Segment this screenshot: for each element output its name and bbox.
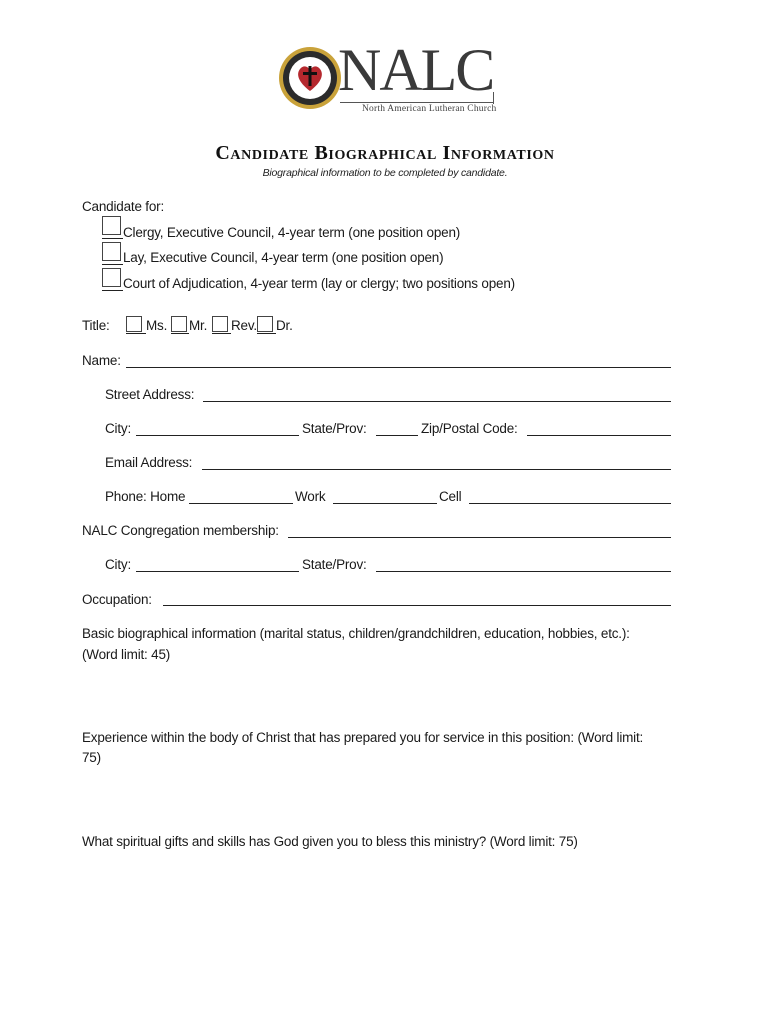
phone-work-label: Work xyxy=(295,489,326,504)
title-dr-label: Dr. xyxy=(276,318,293,333)
title-label: Title: xyxy=(82,318,110,333)
experience-word-limit: 75) xyxy=(82,750,101,765)
form-title: Candidate Biographical Information xyxy=(215,142,555,164)
street-address-label: Street Address: xyxy=(105,387,195,402)
congregation-city-field[interactable] xyxy=(136,571,299,572)
email-label: Email Address: xyxy=(105,455,193,470)
checkbox-underline xyxy=(102,264,123,265)
position-lay-checkbox[interactable] xyxy=(102,242,121,261)
position-court-checkbox[interactable] xyxy=(102,268,121,287)
position-lay-label: Lay, Executive Council, 4-year term (one position open) xyxy=(123,250,444,265)
zip-label: Zip/Postal Code: xyxy=(421,421,518,436)
occupation-field[interactable] xyxy=(163,605,671,606)
state-field[interactable] xyxy=(376,435,418,436)
candidate-for-label: Candidate for: xyxy=(82,199,165,214)
zip-field[interactable] xyxy=(527,435,671,436)
position-clergy-checkbox[interactable] xyxy=(102,216,121,235)
congregation-field[interactable] xyxy=(288,537,671,538)
form-subtitle: Biographical information to be completed by candidate. xyxy=(262,167,508,179)
occupation-label: Occupation: xyxy=(82,592,152,607)
title-ms-label: Ms. xyxy=(146,318,168,333)
street-address-field[interactable] xyxy=(203,401,671,402)
title-ms-checkbox[interactable] xyxy=(126,316,142,332)
position-clergy-label: Clergy, Executive Council, 4-year term (one position open) xyxy=(123,225,461,240)
gifts-prompt: What spiritual gifts and skills has God given you to bless this ministry? (Word limit: 75) xyxy=(82,834,578,849)
email-field[interactable] xyxy=(202,469,671,470)
experience-prompt: Experience within the body of Christ that has prepared you for service in this position: (Word limit: xyxy=(82,730,644,745)
congregation-state-field[interactable] xyxy=(376,571,671,572)
logo-subtitle: North American Lutheran Church xyxy=(362,104,497,114)
state-label: State/Prov: xyxy=(302,421,367,436)
phone-work-field[interactable] xyxy=(333,503,437,504)
checkbox-underline xyxy=(126,333,146,334)
bio-prompt: Basic biographical information (marital status, children/grandchildren, education, hobbies, etc.): xyxy=(82,626,630,641)
congregation-label: NALC Congregation membership: xyxy=(82,523,279,538)
name-label: Name: xyxy=(82,353,121,368)
title-rev-checkbox[interactable] xyxy=(212,316,228,332)
checkbox-underline xyxy=(257,333,276,334)
checkbox-underline xyxy=(212,333,231,334)
phone-cell-label: Cell xyxy=(439,489,462,504)
title-rev-label: Rev. xyxy=(231,318,257,333)
logo-rule xyxy=(340,102,494,103)
phone-home-field[interactable] xyxy=(189,503,293,504)
checkbox-underline xyxy=(102,290,123,291)
phone-home-label: Phone: Home xyxy=(105,489,186,504)
nalc-seal-logo xyxy=(278,46,342,110)
title-dr-checkbox[interactable] xyxy=(257,316,273,332)
name-field[interactable] xyxy=(126,367,671,368)
city-field[interactable] xyxy=(136,435,299,436)
nalc-wordmark: NALC xyxy=(338,37,494,103)
title-mr-checkbox[interactable] xyxy=(171,316,187,332)
checkbox-underline xyxy=(171,333,189,334)
phone-cell-field[interactable] xyxy=(469,503,671,504)
city-label: City: xyxy=(105,421,132,436)
checkbox-underline xyxy=(102,238,123,239)
logo-rule-vertical xyxy=(493,92,494,104)
bio-word-limit: (Word limit: 45) xyxy=(82,647,171,662)
position-court-label: Court of Adjudication, 4-year term (lay or clergy; two positions open) xyxy=(123,276,515,291)
title-mr-label: Mr. xyxy=(189,318,208,333)
congregation-state-label: State/Prov: xyxy=(302,557,367,572)
congregation-city-label: City: xyxy=(105,557,132,572)
